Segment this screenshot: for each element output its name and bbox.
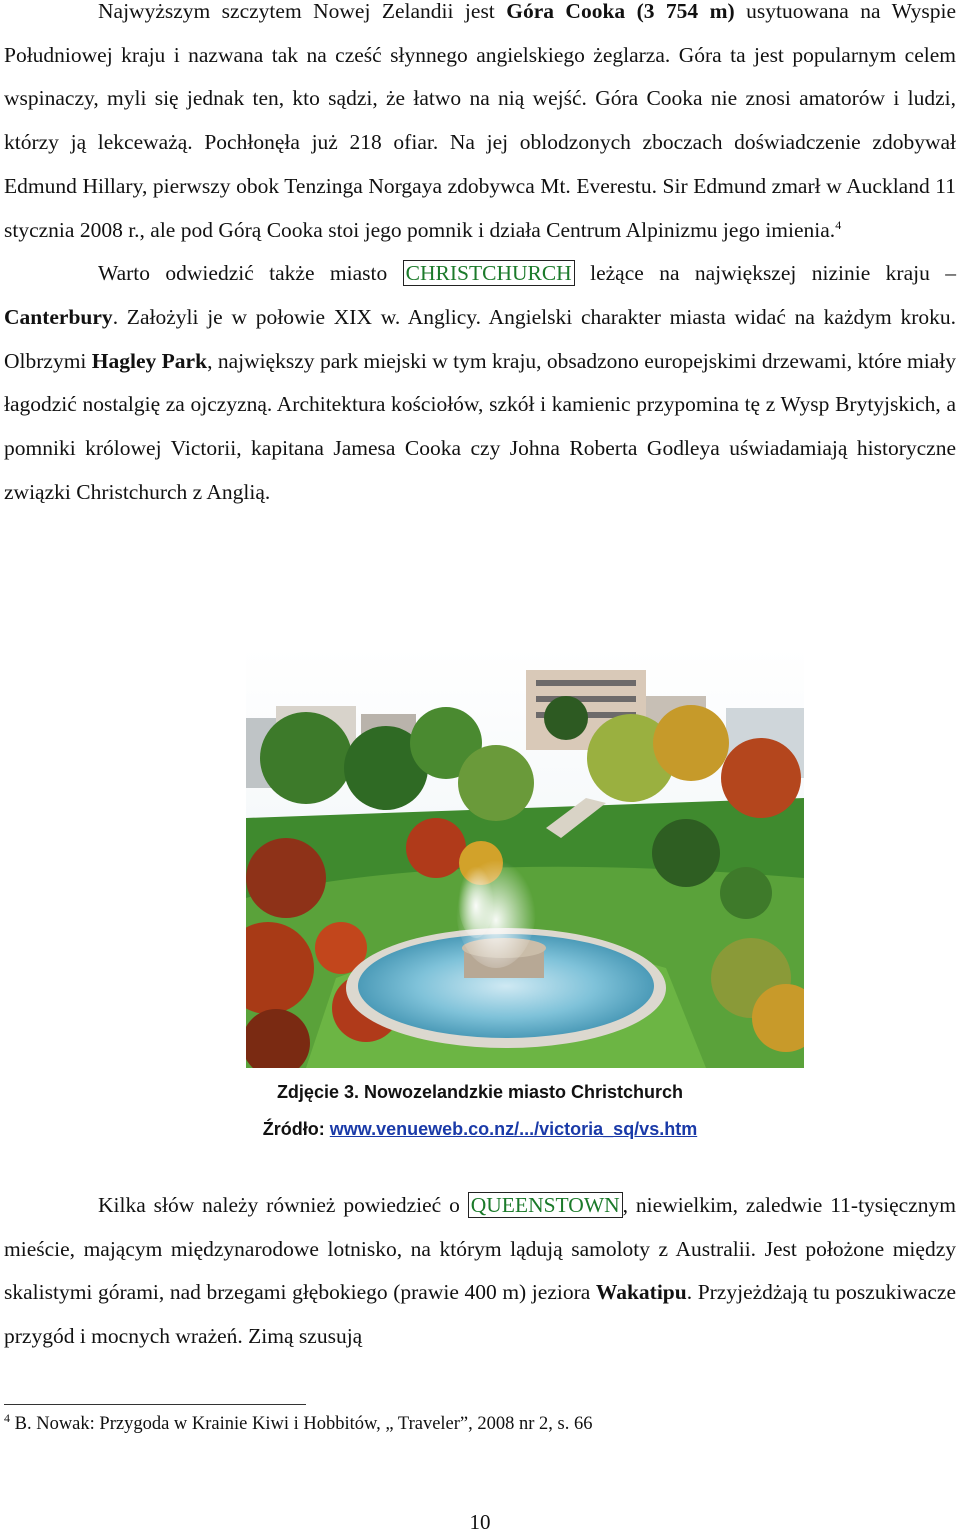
footnote xyxy=(4,1410,593,1435)
bold-mount-cook: Góra Cooka (3 754 m) xyxy=(506,0,735,23)
text-run: usytuowana na Wyspie Południowej kraju i nazwana tak na cześć słynnego angielskiego żeglarza. Góra ta jest popularnym celem wspinaczy, myli się jednak ten, kto sądzi, że łatwo na nią wejść. Góra Cooka nie znosi amatorów i ludzi, którzy ją lekceważą. Pochłonęła już 218 ofiar. Na jej oblodzonych zboczach doświadczenie zdobywał Edmund Hillary, pierwszy obok Tenzinga Norgaya zdobywca Mt. Everestu. Sir Edmund zmarł w Auckland 11 stycznia 2008 r., ale pod Górą Cooka stoi jego pomnik i działa Centrum Alpinizmu jego imienia. xyxy=(4,0,956,242)
footnote-number: 4 xyxy=(4,1410,10,1425)
figure-caption: Zdjęcie 3. Nowozelandzkie miasto Christchurch xyxy=(276,1082,684,1102)
text-run: Kilka słów należy również powiedzieć o xyxy=(98,1193,468,1217)
bold-hagley-park: Hagley Park xyxy=(91,348,208,373)
text-run: . Założyli je w połowie XIX w. Anglicy. Angielski charakter miasta widać na każdym kroku. Olbrzymi xyxy=(4,304,956,373)
source-link[interactable]: www.venueweb.co.nz/.../victoria_sq/vs.htm xyxy=(329,1119,698,1139)
source-label: Źródło: xyxy=(262,1119,330,1139)
text-run: . Przyjeżdżają tu poszukiwacze przygód i mocnych wrażeń. Zimą szusują xyxy=(4,1280,957,1349)
paragraph-christchurch xyxy=(4,252,956,514)
page-number: 10 xyxy=(469,1510,491,1534)
text-run: , największy park miejski w tym kraju, obsadzono europejskimi drzewami, które miały łagodzić nostalgię za ojczyzną. Architektura kościołów, szkół i kamienic przypomina tę z Wysp Brytyjskich, a pomniki królowej Victorii, kapitana Jamesa Cooka czy Johna Roberta Godleya uświadamiają historyczne związki Christchurch z Anglią. xyxy=(4,348,956,504)
boxed-christchurch: CHRISTCHURCH xyxy=(403,260,575,286)
footnote-reference[interactable]: 4 xyxy=(835,217,842,232)
bold-canterbury: Canterbury xyxy=(4,304,113,329)
figure-source xyxy=(0,1119,960,1140)
paragraph-mount-cook xyxy=(4,0,956,252)
bold-wakatipu: Wakatipu xyxy=(595,1280,687,1305)
footnote-text: B. Nowak: Przygoda w Krainie Kiwi i Hobbitów, „ Traveler”, 2008 nr 2, s. 66 xyxy=(10,1414,593,1434)
text-run: Warto odwiedzić także miasto xyxy=(98,261,403,286)
boxed-queenstown: QUEENSTOWN xyxy=(468,1192,623,1218)
text-run: leżące na największej nizinie kraju – xyxy=(574,261,956,286)
page-body xyxy=(4,0,956,514)
text-run: , niewielkim, zaledwie 11-tysięcznym mieście, mającym międzynarodowe lotnisko, na którym lądują samoloty z Australii. Jest położone między skalistymi górami, nad brzegami głębokiego (prawie 400 m) jeziora xyxy=(4,1193,956,1305)
paragraph-queenstown xyxy=(4,1184,956,1359)
footnote-separator xyxy=(4,1404,306,1405)
photo-christchurch xyxy=(246,648,804,1068)
paragraph-queenstown-wrap xyxy=(4,1184,956,1359)
text-run: Najwyższym szczytem Nowej Zelandii jest xyxy=(98,0,507,23)
